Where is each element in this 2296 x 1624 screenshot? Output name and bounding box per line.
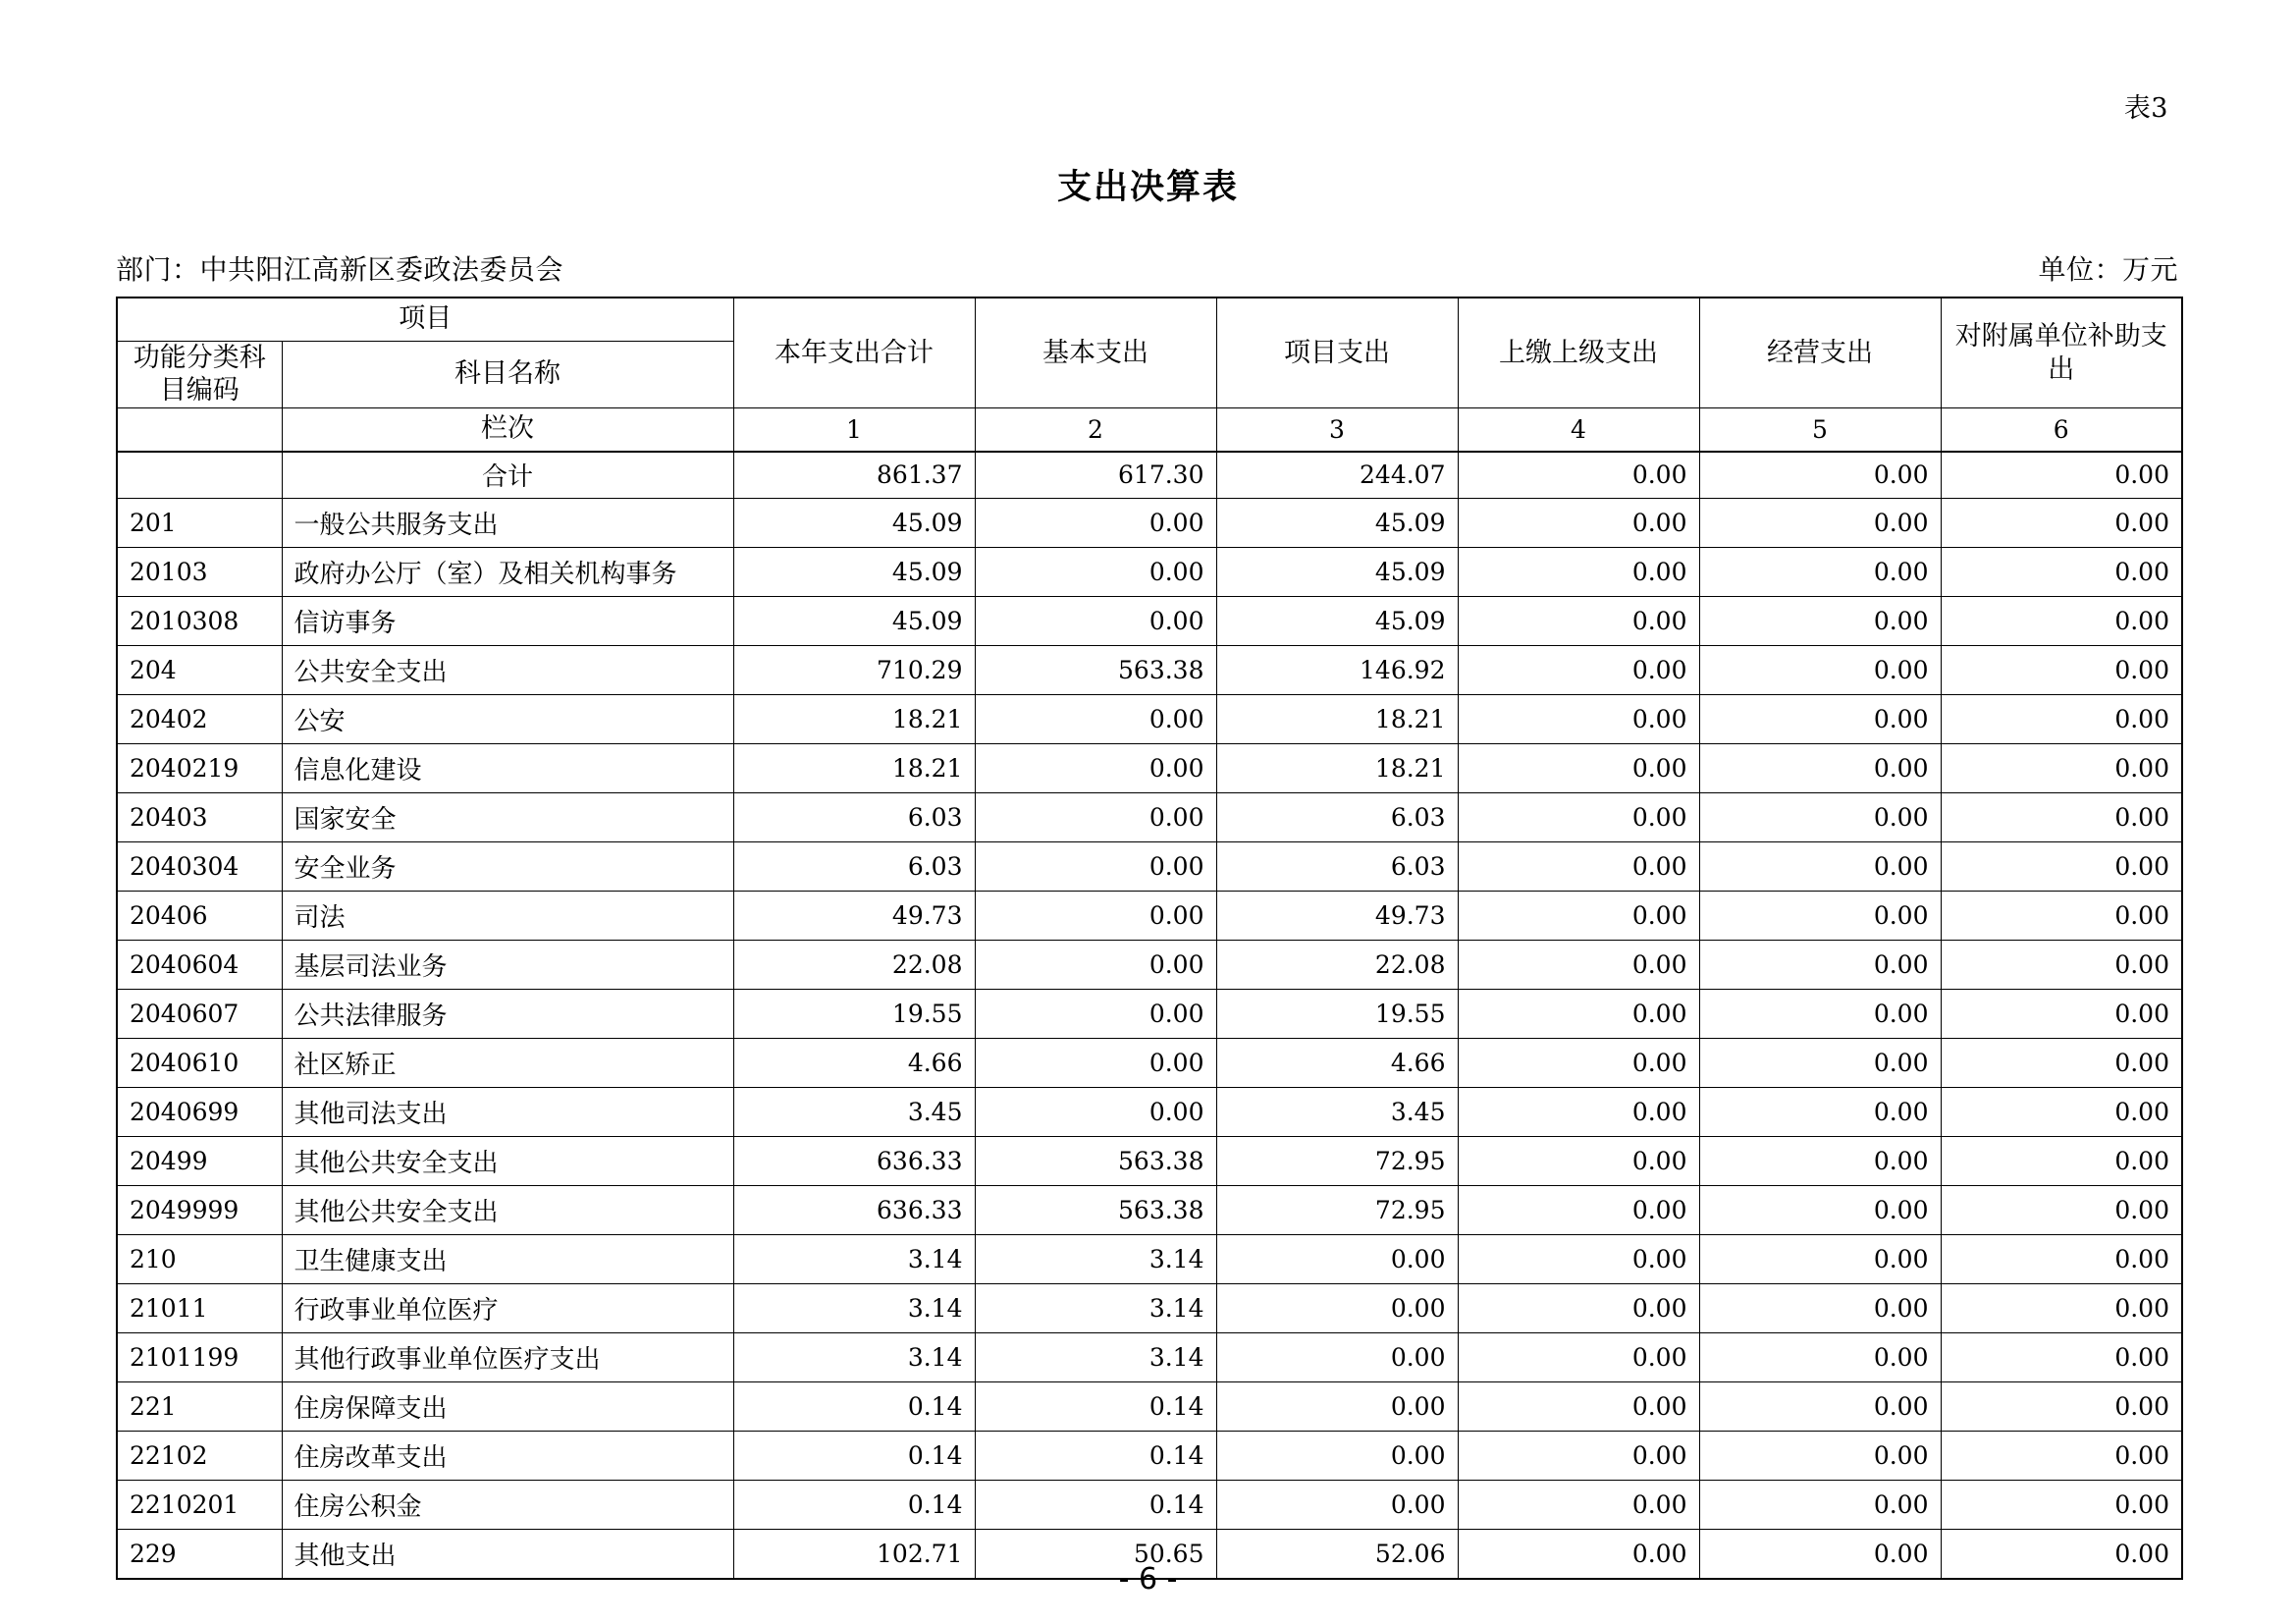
row-value-2: 0.00 xyxy=(975,941,1216,990)
document-meta xyxy=(116,248,2178,288)
table-row xyxy=(117,842,2182,892)
row-value-1: 3.14 xyxy=(733,1235,975,1284)
table-row xyxy=(117,793,2182,842)
row-value-1: 49.73 xyxy=(733,892,975,941)
row-value-3: 0.00 xyxy=(1216,1382,1458,1432)
row-value-1: 45.09 xyxy=(733,548,975,597)
row-value-3: 52.06 xyxy=(1216,1530,1458,1579)
row-value-1: 3.45 xyxy=(733,1088,975,1137)
row-function-code: 2040304 xyxy=(117,842,282,892)
lane-number-3: 3 xyxy=(1216,408,1458,452)
table-body xyxy=(117,452,2182,1579)
total-row-value-6: 0.00 xyxy=(1941,452,2182,499)
row-value-4: 0.00 xyxy=(1458,842,1699,892)
row-subject-name: 司法 xyxy=(282,892,733,941)
table-row-total xyxy=(117,452,2182,499)
row-value-2: 3.14 xyxy=(975,1333,1216,1382)
row-value-5: 0.00 xyxy=(1699,499,1941,548)
table-head xyxy=(117,298,2182,452)
row-subject-name: 公安 xyxy=(282,695,733,744)
row-function-code: 20103 xyxy=(117,548,282,597)
row-value-2: 50.65 xyxy=(975,1530,1216,1579)
row-subject-name: 基层司法业务 xyxy=(282,941,733,990)
row-value-4: 0.00 xyxy=(1458,990,1699,1039)
expenditure-table xyxy=(116,297,2183,1580)
table-row xyxy=(117,892,2182,941)
header-col-function-code: 功能分类科目编码 xyxy=(117,341,282,408)
row-value-6: 0.00 xyxy=(1941,892,2182,941)
page-number: - 6 - xyxy=(1118,1562,1178,1597)
lane-number-1: 1 xyxy=(733,408,975,452)
row-value-1: 3.14 xyxy=(733,1333,975,1382)
row-value-5: 0.00 xyxy=(1699,842,1941,892)
row-subject-name: 其他行政事业单位医疗支出 xyxy=(282,1333,733,1382)
row-value-6: 0.00 xyxy=(1941,1382,2182,1432)
row-value-1: 6.03 xyxy=(733,793,975,842)
row-value-3: 6.03 xyxy=(1216,842,1458,892)
table-row xyxy=(117,1235,2182,1284)
row-value-3: 18.21 xyxy=(1216,695,1458,744)
row-value-1: 45.09 xyxy=(733,499,975,548)
row-subject-name: 卫生健康支出 xyxy=(282,1235,733,1284)
row-value-1: 0.14 xyxy=(733,1382,975,1432)
row-value-6: 0.00 xyxy=(1941,1088,2182,1137)
row-value-5: 0.00 xyxy=(1699,1333,1941,1382)
row-value-5: 0.00 xyxy=(1699,744,1941,793)
row-subject-name: 一般公共服务支出 xyxy=(282,499,733,548)
row-value-3: 0.00 xyxy=(1216,1284,1458,1333)
table-row xyxy=(117,1382,2182,1432)
row-value-2: 0.00 xyxy=(975,793,1216,842)
row-value-3: 18.21 xyxy=(1216,744,1458,793)
row-value-3: 0.00 xyxy=(1216,1333,1458,1382)
total-row-value-1: 861.37 xyxy=(733,452,975,499)
row-value-3: 22.08 xyxy=(1216,941,1458,990)
total-row-value-2: 617.30 xyxy=(975,452,1216,499)
row-value-4: 0.00 xyxy=(1458,1039,1699,1088)
row-value-6: 0.00 xyxy=(1941,1235,2182,1284)
row-value-4: 0.00 xyxy=(1458,1333,1699,1382)
row-function-code: 22102 xyxy=(117,1432,282,1481)
row-value-6: 0.00 xyxy=(1941,548,2182,597)
row-value-5: 0.00 xyxy=(1699,1530,1941,1579)
row-value-5: 0.00 xyxy=(1699,990,1941,1039)
row-function-code: 2040610 xyxy=(117,1039,282,1088)
row-value-1: 710.29 xyxy=(733,646,975,695)
row-value-4: 0.00 xyxy=(1458,892,1699,941)
row-function-code: 2040219 xyxy=(117,744,282,793)
row-value-4: 0.00 xyxy=(1458,646,1699,695)
row-value-4: 0.00 xyxy=(1458,1284,1699,1333)
row-value-4: 0.00 xyxy=(1458,597,1699,646)
row-subject-name: 安全业务 xyxy=(282,842,733,892)
row-value-5: 0.00 xyxy=(1699,1235,1941,1284)
row-value-2: 0.14 xyxy=(975,1481,1216,1530)
expenditure-table-container xyxy=(116,297,2181,1580)
header-col-project-expenditure: 项目支出 xyxy=(1216,298,1458,408)
row-value-4: 0.00 xyxy=(1458,941,1699,990)
header-col-upper-level-payment: 上缴上级支出 xyxy=(1458,298,1699,408)
header-col-subject-name: 科目名称 xyxy=(282,341,733,408)
row-function-code: 2040699 xyxy=(117,1088,282,1137)
row-value-3: 0.00 xyxy=(1216,1432,1458,1481)
row-value-6: 0.00 xyxy=(1941,1530,2182,1579)
row-value-5: 0.00 xyxy=(1699,646,1941,695)
table-lane-row xyxy=(117,408,2182,452)
row-function-code: 20499 xyxy=(117,1137,282,1186)
row-value-5: 0.00 xyxy=(1699,793,1941,842)
row-subject-name: 其他支出 xyxy=(282,1530,733,1579)
row-value-2: 0.00 xyxy=(975,597,1216,646)
row-value-2: 0.00 xyxy=(975,548,1216,597)
row-subject-name: 信访事务 xyxy=(282,597,733,646)
row-value-4: 0.00 xyxy=(1458,1235,1699,1284)
row-value-1: 4.66 xyxy=(733,1039,975,1088)
row-value-5: 0.00 xyxy=(1699,1432,1941,1481)
table-row xyxy=(117,1432,2182,1481)
table-row xyxy=(117,597,2182,646)
row-subject-name: 政府办公厅（室）及相关机构事务 xyxy=(282,548,733,597)
row-value-2: 0.14 xyxy=(975,1382,1216,1432)
lane-number-5: 5 xyxy=(1699,408,1941,452)
row-value-6: 0.00 xyxy=(1941,1039,2182,1088)
row-value-1: 0.14 xyxy=(733,1481,975,1530)
row-value-1: 636.33 xyxy=(733,1137,975,1186)
row-function-code: 2049999 xyxy=(117,1186,282,1235)
row-value-4: 0.00 xyxy=(1458,1186,1699,1235)
table-row xyxy=(117,1186,2182,1235)
row-subject-name: 公共安全支出 xyxy=(282,646,733,695)
row-value-3: 45.09 xyxy=(1216,499,1458,548)
row-subject-name: 住房公积金 xyxy=(282,1481,733,1530)
row-value-6: 0.00 xyxy=(1941,1481,2182,1530)
row-subject-name: 其他司法支出 xyxy=(282,1088,733,1137)
row-function-code: 2210201 xyxy=(117,1481,282,1530)
lane-number-2: 2 xyxy=(975,408,1216,452)
row-value-1: 18.21 xyxy=(733,695,975,744)
table-row xyxy=(117,941,2182,990)
row-value-6: 0.00 xyxy=(1941,744,2182,793)
row-value-5: 0.00 xyxy=(1699,548,1941,597)
table-row xyxy=(117,1284,2182,1333)
row-value-3: 45.09 xyxy=(1216,548,1458,597)
row-value-1: 3.14 xyxy=(733,1284,975,1333)
row-value-2: 563.38 xyxy=(975,646,1216,695)
row-subject-name: 住房改革支出 xyxy=(282,1432,733,1481)
header-col-total-expenditure: 本年支出合计 xyxy=(733,298,975,408)
header-group-project: 项目 xyxy=(117,298,733,341)
row-value-2: 0.14 xyxy=(975,1432,1216,1481)
unit-label: 单位：万元 xyxy=(2038,253,2178,286)
table-row xyxy=(117,1481,2182,1530)
table-row xyxy=(117,990,2182,1039)
row-value-5: 0.00 xyxy=(1699,1088,1941,1137)
row-value-1: 18.21 xyxy=(733,744,975,793)
row-value-5: 0.00 xyxy=(1699,941,1941,990)
row-value-5: 0.00 xyxy=(1699,1481,1941,1530)
row-value-6: 0.00 xyxy=(1941,793,2182,842)
row-value-3: 0.00 xyxy=(1216,1481,1458,1530)
row-subject-name: 其他公共安全支出 xyxy=(282,1186,733,1235)
row-value-5: 0.00 xyxy=(1699,695,1941,744)
row-value-4: 0.00 xyxy=(1458,695,1699,744)
row-value-6: 0.00 xyxy=(1941,695,2182,744)
row-value-6: 0.00 xyxy=(1941,1137,2182,1186)
row-value-3: 19.55 xyxy=(1216,990,1458,1039)
row-value-5: 0.00 xyxy=(1699,1137,1941,1186)
row-subject-name: 行政事业单位医疗 xyxy=(282,1284,733,1333)
table-row xyxy=(117,695,2182,744)
row-value-4: 0.00 xyxy=(1458,1481,1699,1530)
table-row xyxy=(117,499,2182,548)
row-value-6: 0.00 xyxy=(1941,842,2182,892)
row-value-2: 3.14 xyxy=(975,1235,1216,1284)
row-value-1: 22.08 xyxy=(733,941,975,990)
row-function-code: 201 xyxy=(117,499,282,548)
row-value-3: 49.73 xyxy=(1216,892,1458,941)
row-function-code: 2040604 xyxy=(117,941,282,990)
row-value-2: 0.00 xyxy=(975,744,1216,793)
row-value-2: 0.00 xyxy=(975,990,1216,1039)
row-value-2: 3.14 xyxy=(975,1284,1216,1333)
row-value-6: 0.00 xyxy=(1941,1333,2182,1382)
total-row-value-5: 0.00 xyxy=(1699,452,1941,499)
row-value-6: 0.00 xyxy=(1941,1432,2182,1481)
row-value-5: 0.00 xyxy=(1699,1186,1941,1235)
row-value-2: 0.00 xyxy=(975,1039,1216,1088)
row-value-2: 0.00 xyxy=(975,1088,1216,1137)
row-value-3: 4.66 xyxy=(1216,1039,1458,1088)
department-label: 部门：中共阳江高新区委政法委员会 xyxy=(116,253,564,286)
row-value-3: 72.95 xyxy=(1216,1137,1458,1186)
total-row-name: 合计 xyxy=(282,452,733,499)
row-function-code: 2040607 xyxy=(117,990,282,1039)
row-value-4: 0.00 xyxy=(1458,1530,1699,1579)
row-function-code: 221 xyxy=(117,1382,282,1432)
row-value-6: 0.00 xyxy=(1941,1186,2182,1235)
row-value-4: 0.00 xyxy=(1458,499,1699,548)
row-value-2: 0.00 xyxy=(975,499,1216,548)
row-subject-name: 其他公共安全支出 xyxy=(282,1137,733,1186)
row-function-code: 204 xyxy=(117,646,282,695)
row-value-4: 0.00 xyxy=(1458,744,1699,793)
table-row xyxy=(117,646,2182,695)
row-value-1: 19.55 xyxy=(733,990,975,1039)
table-header-group-row xyxy=(117,298,2182,341)
row-value-4: 0.00 xyxy=(1458,1088,1699,1137)
row-subject-name: 住房保障支出 xyxy=(282,1382,733,1432)
row-subject-name: 国家安全 xyxy=(282,793,733,842)
row-function-code: 21011 xyxy=(117,1284,282,1333)
header-col-basic-expenditure: 基本支出 xyxy=(975,298,1216,408)
row-value-5: 0.00 xyxy=(1699,892,1941,941)
row-subject-name: 公共法律服务 xyxy=(282,990,733,1039)
table-row xyxy=(117,548,2182,597)
total-row-code xyxy=(117,452,282,499)
table-row xyxy=(117,1039,2182,1088)
row-function-code: 20402 xyxy=(117,695,282,744)
row-value-3: 0.00 xyxy=(1216,1235,1458,1284)
row-subject-name: 社区矫正 xyxy=(282,1039,733,1088)
total-row-value-4: 0.00 xyxy=(1458,452,1699,499)
row-value-5: 0.00 xyxy=(1699,1039,1941,1088)
row-value-6: 0.00 xyxy=(1941,499,2182,548)
row-value-4: 0.00 xyxy=(1458,548,1699,597)
row-value-2: 0.00 xyxy=(975,695,1216,744)
row-value-1: 0.14 xyxy=(733,1432,975,1481)
page-title: 支出决算表 xyxy=(1056,167,1239,207)
row-value-6: 0.00 xyxy=(1941,646,2182,695)
row-value-3: 146.92 xyxy=(1216,646,1458,695)
lane-label: 栏次 xyxy=(282,408,733,452)
total-row-value-3: 244.07 xyxy=(1216,452,1458,499)
row-function-code: 20403 xyxy=(117,793,282,842)
row-value-4: 0.00 xyxy=(1458,1382,1699,1432)
row-value-1: 102.71 xyxy=(733,1530,975,1579)
row-function-code: 2101199 xyxy=(117,1333,282,1382)
row-value-5: 0.00 xyxy=(1699,597,1941,646)
row-value-6: 0.00 xyxy=(1941,597,2182,646)
row-value-4: 0.00 xyxy=(1458,1137,1699,1186)
lane-number-4: 4 xyxy=(1458,408,1699,452)
lane-number-6: 6 xyxy=(1941,408,2182,452)
row-value-5: 0.00 xyxy=(1699,1284,1941,1333)
row-value-2: 0.00 xyxy=(975,842,1216,892)
row-value-4: 0.00 xyxy=(1458,1432,1699,1481)
table-row xyxy=(117,744,2182,793)
row-value-3: 6.03 xyxy=(1216,793,1458,842)
row-value-6: 0.00 xyxy=(1941,990,2182,1039)
header-col-business-expenditure: 经营支出 xyxy=(1699,298,1941,408)
row-function-code: 2010308 xyxy=(117,597,282,646)
table-row xyxy=(117,1333,2182,1382)
lane-code-cell xyxy=(117,408,282,452)
row-value-3: 72.95 xyxy=(1216,1186,1458,1235)
table-row xyxy=(117,1137,2182,1186)
row-value-4: 0.00 xyxy=(1458,793,1699,842)
row-value-1: 45.09 xyxy=(733,597,975,646)
row-value-1: 636.33 xyxy=(733,1186,975,1235)
row-subject-name: 信息化建设 xyxy=(282,744,733,793)
row-function-code: 229 xyxy=(117,1530,282,1579)
row-value-1: 6.03 xyxy=(733,842,975,892)
table-row xyxy=(117,1088,2182,1137)
sheet-label: 表3 xyxy=(2123,93,2168,124)
row-value-6: 0.00 xyxy=(1941,1284,2182,1333)
row-function-code: 210 xyxy=(117,1235,282,1284)
row-value-5: 0.00 xyxy=(1699,1382,1941,1432)
row-value-2: 563.38 xyxy=(975,1186,1216,1235)
row-function-code: 20406 xyxy=(117,892,282,941)
row-value-3: 3.45 xyxy=(1216,1088,1458,1137)
row-value-6: 0.00 xyxy=(1941,941,2182,990)
row-value-2: 0.00 xyxy=(975,892,1216,941)
row-value-3: 45.09 xyxy=(1216,597,1458,646)
header-col-subsidiary-subsidy: 对附属单位补助支出 xyxy=(1941,298,2182,408)
row-value-2: 563.38 xyxy=(975,1137,1216,1186)
